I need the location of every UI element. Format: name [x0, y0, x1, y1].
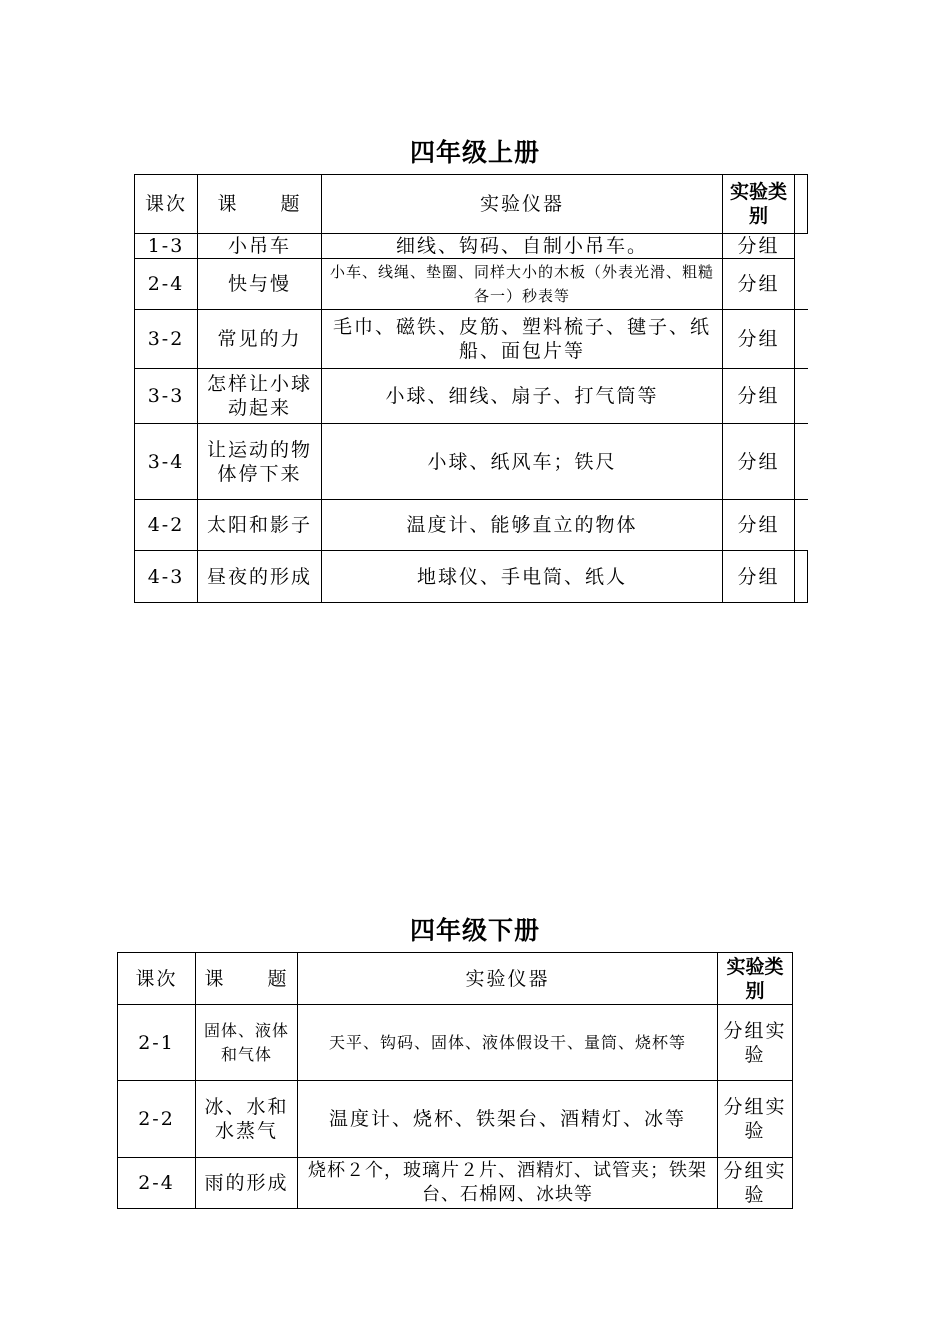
cell-lesson: 3-2 — [135, 310, 198, 369]
table-row — [135, 234, 808, 259]
cell-equipment: 温度计、烧杯、铁架台、酒精灯、冰等 — [298, 1081, 718, 1158]
row-spacer — [795, 234, 808, 259]
cell-equipment: 小球、细线、扇子、打气筒等 — [322, 369, 723, 424]
cell-topic: 让运动的物体停下来 — [198, 424, 322, 500]
cell-type: 分组 — [723, 551, 795, 603]
cell-type: 分组 — [723, 310, 795, 369]
header-lesson: 课次 — [135, 175, 198, 234]
table-row — [135, 424, 808, 500]
table-row — [118, 1081, 793, 1158]
row-spacer — [795, 259, 808, 310]
table-row — [118, 1005, 793, 1081]
row-spacer — [795, 500, 808, 551]
cell-equipment: 温度计、能够直立的物体 — [322, 500, 723, 551]
cell-equipment: 毛巾、磁铁、皮筋、塑料梳子、毽子、纸船、面包片等 — [322, 310, 723, 369]
cell-type: 分组 — [723, 259, 795, 310]
header-lesson: 课次 — [118, 953, 196, 1005]
cell-lesson: 3-3 — [135, 369, 198, 424]
cell-topic: 常见的力 — [198, 310, 322, 369]
header-spacer — [795, 175, 808, 234]
header-equipment: 实验仪器 — [322, 175, 723, 234]
cell-topic: 小吊车 — [198, 234, 322, 259]
table-row — [135, 259, 808, 310]
row-spacer — [795, 369, 808, 424]
upper-section-title: 四年级上册 — [409, 138, 540, 167]
upper-experiment-table — [134, 174, 808, 603]
cell-equipment: 烧杯２个，玻璃片２片、酒精灯、试管夹；铁架台、石棉网、冰块等 — [298, 1158, 718, 1209]
header-type: 实验类别 — [723, 175, 795, 234]
cell-topic: 雨的形成 — [196, 1158, 298, 1209]
cell-equipment: 细线、钩码、自制小吊车。 — [322, 234, 723, 259]
table-row — [135, 500, 808, 551]
table-header-row — [118, 953, 793, 1005]
cell-type: 分组实验 — [718, 1005, 793, 1081]
cell-topic: 固体、液体和气体 — [196, 1005, 298, 1081]
cell-type: 分组实验 — [718, 1081, 793, 1158]
row-spacer — [795, 424, 808, 500]
header-equipment: 实验仪器 — [298, 953, 718, 1005]
table-row — [135, 310, 808, 369]
header-type: 实验类别 — [718, 953, 793, 1005]
cell-lesson: 1-3 — [135, 234, 198, 259]
cell-type: 分组 — [723, 234, 795, 259]
cell-equipment: 小球、纸风车；铁尺 — [322, 424, 723, 500]
cell-lesson: 3-4 — [135, 424, 198, 500]
table-row — [118, 1158, 793, 1209]
lower-experiment-table — [117, 952, 793, 1209]
cell-equipment: 地球仪、手电筒、纸人 — [322, 551, 723, 603]
header-topic: 课 题 — [198, 175, 322, 234]
cell-topic: 怎样让小球动起来 — [198, 369, 322, 424]
cell-type: 分组 — [723, 424, 795, 500]
cell-lesson: 2-2 — [118, 1081, 196, 1158]
cell-topic: 太阳和影子 — [198, 500, 322, 551]
table-header-row — [135, 175, 808, 234]
cell-lesson: 2-4 — [118, 1158, 196, 1209]
row-spacer — [795, 551, 808, 603]
table-row — [135, 551, 808, 603]
cell-lesson: 2-1 — [118, 1005, 196, 1081]
cell-lesson: 4-2 — [135, 500, 198, 551]
cell-topic: 冰、水和水蒸气 — [196, 1081, 298, 1158]
cell-topic: 快与慢 — [198, 259, 322, 310]
cell-type: 分组 — [723, 369, 795, 424]
lower-section-title: 四年级下册 — [409, 916, 540, 945]
header-topic: 课 题 — [196, 953, 298, 1005]
cell-type: 分组 — [723, 500, 795, 551]
cell-equipment: 小车、线绳、垫圈、同样大小的木板（外表光滑、粗糙各一）秒表等 — [322, 259, 723, 310]
cell-lesson: 2-4 — [135, 259, 198, 310]
row-spacer — [795, 310, 808, 369]
cell-lesson: 4-3 — [135, 551, 198, 603]
cell-topic: 昼夜的形成 — [198, 551, 322, 603]
cell-type: 分组实验 — [718, 1158, 793, 1209]
table-row — [135, 369, 808, 424]
cell-equipment: 天平、钩码、固体、液体假设干、量筒、烧杯等 — [298, 1005, 718, 1081]
